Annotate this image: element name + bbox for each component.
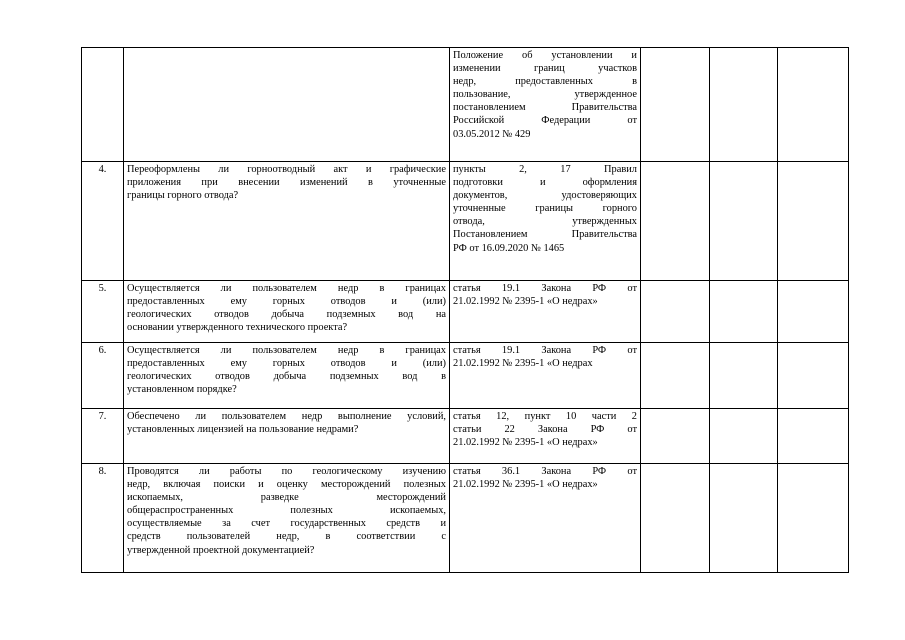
answer-no-cell (710, 464, 778, 573)
question-text-line: Осуществляется ли пользователем недр в границах (127, 283, 446, 294)
reference-text-line: Российской Федерации от (453, 115, 637, 127)
question-cell (124, 48, 450, 162)
question-cell (124, 281, 450, 343)
answer-yes-cell (641, 162, 710, 281)
answer-na-cell (778, 281, 849, 343)
answer-yes-cell (641, 464, 710, 573)
answer-no-cell (710, 48, 778, 162)
table-row (82, 343, 849, 409)
answer-no-cell (710, 409, 778, 464)
legal-reference-cell (450, 409, 641, 464)
question-cell (124, 464, 450, 573)
legal-reference-cell (450, 343, 641, 409)
reference-text-line: уточненные границы горного (453, 203, 637, 215)
legal-reference-cell (450, 162, 641, 281)
question-text-line: геологических отводов добыча подземных вод на (127, 309, 446, 321)
reference-text-line: статья 12, пункт 10 части 2 (453, 411, 637, 422)
answer-na-cell (778, 343, 849, 409)
question-text-line: геологических отводов добыча подземных вод в (127, 371, 446, 383)
question-text-line: приложения при внесении изменений в уточненные (127, 177, 446, 189)
question-text-line: средств пользователей недр, в соответствии с (127, 531, 446, 543)
checklist-table (81, 47, 849, 573)
reference-text-line: подготовки и оформления (453, 177, 637, 189)
reference-text-line: статья 36.1 Закона РФ от (453, 466, 637, 477)
reference-text-line: пользование, утвержденное (453, 89, 637, 101)
row-number: 4. (82, 162, 124, 281)
question-text-line: Осуществляется ли пользователем недр в границах (127, 345, 446, 356)
reference-text-line: 21.02.1992 № 2395-1 «О недрах» (453, 296, 598, 308)
question-text-line: Обеспечено ли пользователем недр выполнение условий, (127, 411, 446, 422)
reference-text-line: статья 19.1 Закона РФ от (453, 345, 637, 356)
question-text-line: предоставленных ему горных отводов и (или) (127, 358, 446, 370)
reference-text-line: статья 19.1 Закона РФ от (453, 283, 637, 294)
question-cell (124, 343, 450, 409)
reference-text-line: 03.05.2012 № 429 (453, 128, 531, 140)
reference-text-line: изменении границ участков (453, 63, 637, 75)
checklist-table-body (82, 48, 849, 573)
row-number: 8. (82, 464, 124, 573)
question-text-line: Проводятся ли работы по геологическому изучению (127, 466, 446, 477)
table-row (82, 48, 849, 162)
row-number: 6. (82, 343, 124, 409)
question-text-line: установленных лицензией на пользование недрами? (127, 424, 359, 436)
reference-text-line: статьи 22 Закона РФ от (453, 424, 637, 436)
question-text-line: Переоформлены ли горноотводный акт и графические (127, 164, 446, 175)
question-text-line: предоставленных ему горных отводов и (или) (127, 296, 446, 308)
reference-text-line: Положение об установлении и (453, 50, 637, 61)
legal-reference-cell (450, 464, 641, 573)
legal-reference-cell (450, 281, 641, 343)
question-cell (124, 409, 450, 464)
answer-na-cell (778, 464, 849, 573)
answer-yes-cell (641, 48, 710, 162)
row-number: 5. (82, 281, 124, 343)
reference-text-line: недр, предоставленных в (453, 76, 637, 88)
reference-text-line: пункты 2, 17 Правил (453, 164, 637, 175)
reference-text-line: 21.02.1992 № 2395-1 «О недрах» (453, 479, 598, 491)
answer-no-cell (710, 343, 778, 409)
table-row (82, 281, 849, 343)
answer-na-cell (778, 409, 849, 464)
answer-no-cell (710, 281, 778, 343)
table-row (82, 162, 849, 281)
reference-text-line: 21.02.1992 № 2395-1 «О недрах» (453, 437, 598, 449)
question-text-line: осуществляемые за счет государственных средств и (127, 518, 446, 530)
question-text-line: основании утвержденного технического проекта? (127, 322, 348, 334)
reference-text-line: постановлением Правительства (453, 102, 637, 114)
question-text-line: утвержденной проектной документацией? (127, 544, 315, 556)
row-number: 7. (82, 409, 124, 464)
question-text-line: ископаемых, разведке месторождений (127, 492, 446, 504)
answer-na-cell (778, 162, 849, 281)
answer-yes-cell (641, 281, 710, 343)
question-text-line: установленном порядке? (127, 384, 237, 396)
question-cell (124, 162, 450, 281)
answer-no-cell (710, 162, 778, 281)
table-row (82, 464, 849, 573)
row-number (82, 48, 124, 162)
table-row (82, 409, 849, 464)
answer-yes-cell (641, 409, 710, 464)
question-text-line: недр, включая поиски и оценку месторождений полезных (127, 479, 446, 491)
answer-na-cell (778, 48, 849, 162)
reference-text-line: 21.02.1992 № 2395-1 «О недрах (453, 358, 593, 370)
question-text-line: общераспространенных полезных ископаемых, (127, 505, 446, 517)
reference-text-line: отвода, утвержденных (453, 216, 637, 228)
reference-text-line: РФ от 16.09.2020 № 1465 (453, 242, 565, 254)
answer-yes-cell (641, 343, 710, 409)
legal-reference-cell (450, 48, 641, 162)
reference-text-line: документов, удостоверяющих (453, 190, 637, 202)
question-text-line: границы горного отвода? (127, 190, 239, 202)
reference-text-line: Постановлением Правительства (453, 229, 637, 241)
